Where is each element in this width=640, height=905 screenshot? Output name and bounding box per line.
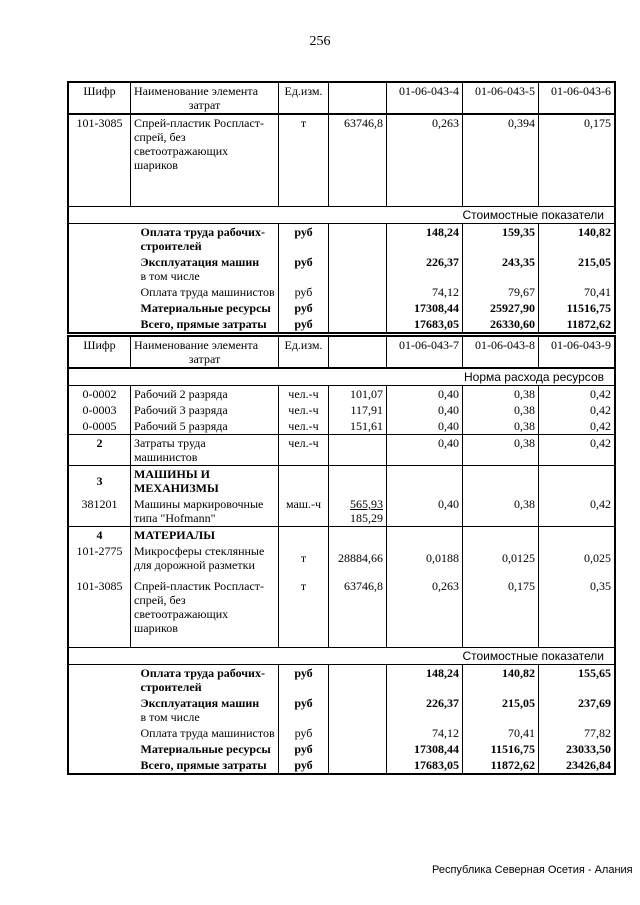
material-unit: т (279, 573, 329, 647)
cost-row (69, 664, 615, 695)
material-code: 101-3085 (69, 573, 131, 647)
table-row (69, 573, 615, 647)
norm-1: 0,40 (387, 435, 463, 466)
norm-1: 0,40 (387, 496, 463, 527)
table-row (69, 114, 615, 206)
section-label-row (69, 206, 615, 223)
table-header-row (69, 83, 615, 115)
section-label-row (69, 647, 615, 664)
col-code-header: Шифр (69, 83, 131, 115)
cost-value-2: 79,67 (463, 284, 539, 300)
norm-1: 0,40 (387, 418, 463, 435)
section-label-row (69, 368, 615, 386)
resource-unit: т (279, 114, 329, 206)
norm-label: Норма расхода ресурсов (69, 368, 615, 386)
worker-name: Рабочий 3 разряда (131, 402, 279, 418)
norm-2: 0,175 (463, 573, 539, 647)
cost-total-row (69, 757, 615, 774)
worker-price: 117,91 (329, 402, 387, 418)
cost-name: Оплата труда рабочих- (140, 224, 265, 239)
machine-unit: маш.-ч (279, 496, 329, 527)
cost-unit: руб (279, 223, 329, 254)
cost-row (69, 284, 615, 300)
worker-code: 0-0003 (69, 402, 131, 418)
resource-price: 63746,8 (329, 114, 387, 206)
cost-row (69, 254, 615, 284)
machines-section-code: 3 (69, 466, 131, 497)
col-price-header (329, 83, 387, 115)
material-name: Микросферы стеклянные для дорожной разметки (131, 543, 279, 573)
col-unit-header: Ед.изм. (279, 337, 329, 369)
norm-3: 0,42 (539, 496, 615, 527)
worker-code: 0-0005 (69, 418, 131, 435)
machinists-code: 2 (69, 435, 131, 466)
cost-value-2: 11872,62 (463, 757, 539, 774)
materials-section-code: 4 (69, 527, 131, 544)
cost-unit: руб (279, 741, 329, 757)
cost-unit: руб (279, 757, 329, 774)
material-code: 101-2775 (69, 543, 131, 573)
col-norm-3-header: 01-06-043-9 (539, 337, 615, 369)
cost-value-2: 140,82 (463, 664, 539, 695)
cost-value-1: 74,12 (387, 284, 463, 300)
cost-name: Всего, прямые затраты (131, 757, 279, 774)
cost-value-3: 23426,84 (539, 757, 615, 774)
cost-unit: руб (279, 695, 329, 725)
section-row (69, 527, 615, 544)
cost-value-3: 70,41 (539, 284, 615, 300)
norm-2: 0,0125 (463, 543, 539, 573)
col-norm-2-header: 01-06-043-8 (463, 337, 539, 369)
cost-value-1: 226,37 (387, 254, 463, 284)
cost-row (69, 300, 615, 316)
table-row (69, 435, 615, 466)
material-name: Спрей-пластик Роспласт- спрей, без светоотражающих шариков (131, 573, 279, 647)
section-label: Стоимостные показатели (69, 206, 615, 223)
cost-value-3: 77,82 (539, 725, 615, 741)
col-name-header: Наименование элемента затрат (131, 337, 279, 369)
norm-3: 0,35 (539, 573, 615, 647)
cost-unit: руб (279, 664, 329, 695)
norm-1: 0,40 (387, 386, 463, 403)
col-name-header: Наименование элемента затрат (131, 83, 279, 115)
material-price: 63746,8 (329, 573, 387, 647)
page-number: 256 (309, 34, 331, 49)
col-norm-1-header: 01-06-043-4 (387, 83, 463, 115)
machinists-unit: чел.-ч (279, 435, 329, 466)
cost-name: Материальные ресурсы (131, 741, 279, 757)
norm-1: 0,0188 (387, 543, 463, 573)
cost-value-3: 237,69 (539, 695, 615, 725)
worker-unit: чел.-ч (279, 386, 329, 403)
materials-section-title: МАТЕРИАЛЫ (131, 527, 279, 544)
table-row (69, 402, 615, 418)
cost-name-cont: в том числе (140, 709, 200, 724)
table-row (69, 386, 615, 403)
cost-name: Оплата труда машинистов (131, 725, 279, 741)
cost-value-1: 74,12 (387, 725, 463, 741)
cost-value-3: 11516,75 (539, 300, 615, 316)
table-row (69, 496, 615, 527)
resource-code: 101-3085 (69, 114, 131, 206)
cost-value-2: 25927,90 (463, 300, 539, 316)
col-norm-1-header: 01-06-043-7 (387, 337, 463, 369)
col-price-header (329, 337, 387, 369)
norm-2: 0,38 (463, 386, 539, 403)
cost-name: Эксплуатация машин (140, 254, 260, 269)
material-price: 28884,66 (329, 543, 387, 573)
cost-unit: руб (279, 284, 329, 300)
cost-value-1: 148,24 (387, 223, 463, 254)
cost-value-1: 17308,44 (387, 741, 463, 757)
norm-3: 0,42 (539, 435, 615, 466)
machinists-name: Затраты труда машинистов (131, 435, 279, 466)
norm-2: 0,38 (463, 402, 539, 418)
cost-name: Всего, прямые затраты (131, 316, 279, 333)
cost-name: Оплата труда машинистов (131, 284, 279, 300)
worker-code: 0-0002 (69, 386, 131, 403)
worker-price: 151,61 (329, 418, 387, 435)
norm-3: 0,42 (539, 386, 615, 403)
table-row (69, 543, 615, 573)
cost-total-row (69, 316, 615, 333)
machine-name: Машины маркировочные типа "Hofmann" (131, 496, 279, 527)
norm-3: 0,42 (539, 418, 615, 435)
cost-unit: руб (279, 300, 329, 316)
cost-value-3: 11872,62 (539, 316, 615, 333)
machine-code: 381201 (69, 496, 131, 527)
material-unit: т (279, 543, 329, 573)
cost-unit: руб (279, 254, 329, 284)
cost-value-1: 148,24 (387, 664, 463, 695)
cost-value-2: 215,05 (463, 695, 539, 725)
col-code-header: Шифр (69, 337, 131, 369)
page-footer: Республика Северная Осетия - Алания (432, 864, 633, 876)
cost-row (69, 725, 615, 741)
cost-name: Эксплуатация машин (140, 695, 260, 710)
estimate-table-2 (68, 336, 615, 774)
worker-unit: чел.-ч (279, 418, 329, 435)
norm-1: 0,263 (387, 573, 463, 647)
norm-2: 0,38 (463, 418, 539, 435)
norm-1: 0,40 (387, 402, 463, 418)
worker-unit: чел.-ч (279, 402, 329, 418)
resource-norm-3: 0,175 (539, 114, 615, 206)
cost-row (69, 741, 615, 757)
cost-value-1: 17683,05 (387, 757, 463, 774)
section-row (69, 466, 615, 497)
resource-norm-2: 0,394 (463, 114, 539, 206)
cost-value-2: 26330,60 (463, 316, 539, 333)
cost-name-cont: строителей (140, 679, 202, 694)
section-label: Стоимостные показатели (69, 647, 615, 664)
worker-name: Рабочий 2 разряда (131, 386, 279, 403)
cost-name-cont: строителей (140, 238, 202, 253)
cost-name: Оплата труда рабочих- (140, 665, 265, 680)
table-header-row (69, 337, 615, 369)
machines-section-title: МАШИНЫ И МЕХАНИЗМЫ (131, 466, 279, 497)
cost-value-3: 140,82 (539, 223, 615, 254)
norm-3: 0,42 (539, 402, 615, 418)
cost-row (69, 223, 615, 254)
cost-value-2: 243,35 (463, 254, 539, 284)
cost-value-1: 17683,05 (387, 316, 463, 333)
machine-price: 565,93 185,29 (329, 496, 387, 527)
norm-2: 0,38 (463, 496, 539, 527)
cost-value-3: 215,05 (539, 254, 615, 284)
cost-name: Материальные ресурсы (131, 300, 279, 316)
col-norm-3-header: 01-06-043-6 (539, 83, 615, 115)
cost-unit: руб (279, 316, 329, 333)
cost-name-cont: в том числе (140, 268, 200, 283)
cost-value-1: 226,37 (387, 695, 463, 725)
norm-3: 0,025 (539, 543, 615, 573)
cost-value-2: 11516,75 (463, 741, 539, 757)
cost-row (69, 695, 615, 725)
col-unit-header: Ед.изм. (279, 83, 329, 115)
cost-unit: руб (279, 725, 329, 741)
cost-value-1: 17308,44 (387, 300, 463, 316)
worker-name: Рабочий 5 разряда (131, 418, 279, 435)
resource-norm-1: 0,263 (387, 114, 463, 206)
cost-value-3: 155,65 (539, 664, 615, 695)
estimate-table-1 (68, 82, 615, 333)
resource-name: Спрей-пластик Роспласт- спрей, без светоотражающих шариков (131, 114, 279, 206)
cost-value-3: 23033,50 (539, 741, 615, 757)
table-row (69, 418, 615, 435)
norm-2: 0,38 (463, 435, 539, 466)
col-norm-2-header: 01-06-043-5 (463, 83, 539, 115)
worker-price: 101,07 (329, 386, 387, 403)
cost-value-2: 70,41 (463, 725, 539, 741)
cost-value-2: 159,35 (463, 223, 539, 254)
